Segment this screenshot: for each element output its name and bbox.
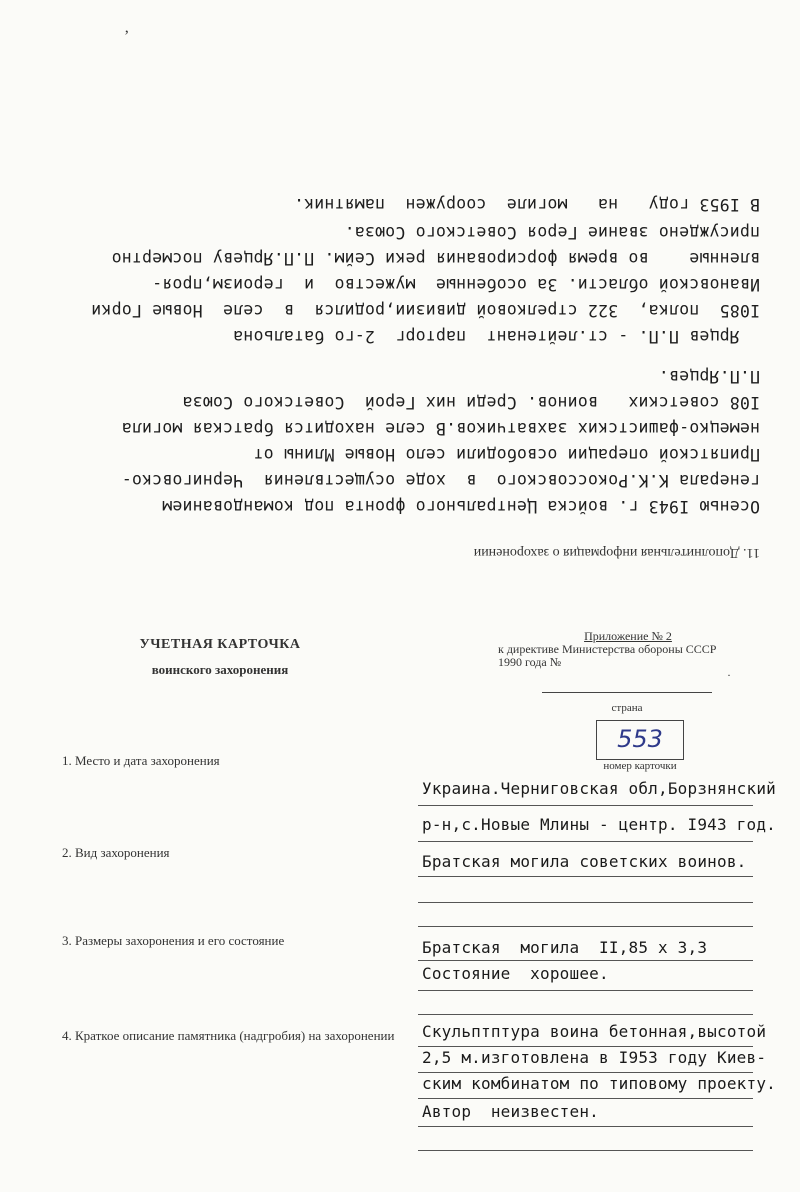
answer-line: р-н,с.Новые Млины - центр. I943 год.	[422, 815, 776, 834]
field-label-burial-type: 2. Вид захоронения	[62, 845, 170, 860]
answer-rule	[418, 1014, 753, 1015]
additional-info-line: Ивановской области. За особенные мужество и героизм,проя-	[151, 275, 760, 294]
appendix-note	[498, 630, 758, 669]
answer-line: Украина.Черниговская обл,Борзнянский	[422, 779, 776, 798]
answer-line: Состояние хорошее.	[422, 964, 609, 983]
field-label-monument-description: 4. Краткое описание памятника (надгробия) на захоронении	[62, 1028, 395, 1043]
additional-info-line: П.П.Ярцев.	[658, 367, 760, 386]
answer-line: Скульптптура воина бетонная,высотой	[422, 1022, 767, 1041]
answer-line: 2,5 м.изготовлена в I953 году Киев-	[422, 1048, 767, 1067]
additional-info-line: Осенью I943 г. войска Центрального фронта под командованием	[162, 497, 760, 516]
appendix-line: 1990 года №	[498, 655, 562, 669]
pen-mark: ʼ	[124, 28, 130, 45]
additional-info-line: I085 полка, 322 стрелковой дивизии,родился в селе Новые Горки	[91, 301, 760, 320]
additional-info-line: присуждено звание Героя Советского Союза.	[344, 223, 760, 242]
additional-info-line: Припятской операции освободили село Новые Млины от	[253, 445, 760, 464]
field-label-size-condition: 3. Размеры захоронения и его состояние	[62, 933, 285, 948]
answer-rule	[418, 805, 753, 806]
answer-rule	[418, 1126, 753, 1127]
answer-rule	[418, 926, 753, 927]
answer-line: ским комбинатом по типовому проекту.	[422, 1074, 776, 1093]
additional-info-line: вленные во время форсирования реки Сейм. П.П.Ярцеву посмертно	[111, 249, 760, 268]
appendix-line: к директиве Министерства обороны СССР	[498, 642, 717, 656]
additional-info-line: Ярцев П.П. - ст.лейтенант парторг 2-го батальона	[233, 327, 760, 346]
answer-rule	[418, 1098, 753, 1099]
card-number-box	[596, 720, 684, 760]
answer-rule	[418, 990, 753, 991]
answer-line: Братская могила II,85 х 3,3	[422, 938, 708, 957]
card-number-label: номер карточки	[603, 760, 677, 772]
country-line	[542, 692, 712, 693]
additional-info-line: немецко-фашистских захватчиков.В селе находится братская могила	[121, 419, 760, 438]
pen-mark: ·	[727, 668, 731, 682]
answer-rule	[418, 1150, 753, 1151]
additional-info-line: В I953 году на могиле сооружен памятник.	[293, 195, 760, 214]
answer-line: Автор неизвестен.	[422, 1102, 599, 1121]
answer-rule	[418, 1072, 753, 1073]
field-label-place-date: 1. Место и дата захоронения	[62, 753, 220, 768]
card-number: 553	[617, 725, 663, 753]
answer-rule	[418, 902, 753, 903]
answer-rule	[418, 960, 753, 961]
answer-line: Братская могила советских воинов.	[422, 852, 747, 871]
form-subtitle: воинского захоронения	[151, 662, 289, 677]
additional-info-heading: 11. Дополнительная информация о захоронении	[473, 545, 760, 560]
additional-info-line: генерала К.К.Рокоссовского в ходе осуществления Черниговско-	[121, 471, 760, 490]
answer-rule	[418, 1046, 753, 1047]
answer-rule	[418, 876, 753, 877]
answer-rule	[418, 841, 753, 842]
country-label: страна	[611, 702, 643, 714]
additional-info-line: I08 советских воинов. Среди них Герой Советского Союза	[182, 393, 760, 412]
appendix-title: Приложение № 2	[584, 629, 672, 643]
form-title: УЧЕТНАЯ КАРТОЧКА	[139, 637, 301, 652]
